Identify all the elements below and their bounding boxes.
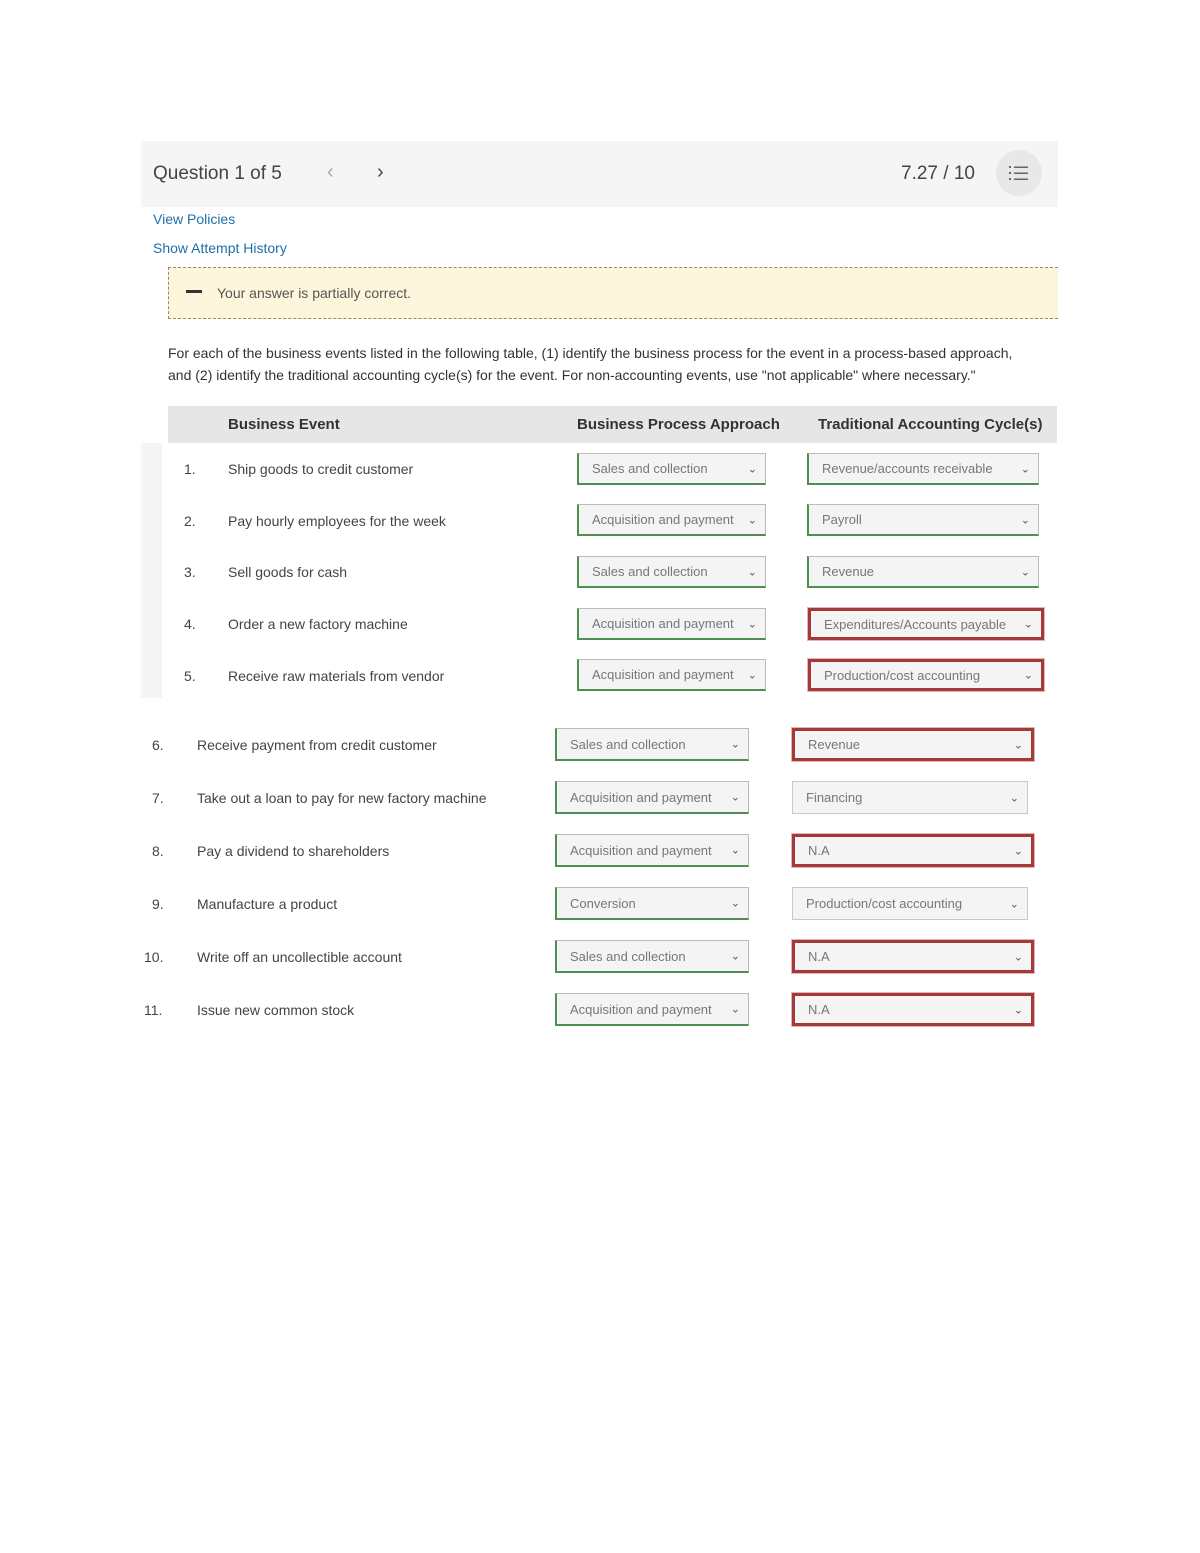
business-event: Issue new common stock	[197, 1002, 355, 1018]
process-value: Sales and collection	[570, 948, 686, 964]
instructions-line-2: and (2) identify the traditional accounting cycle(s) for the event. For non-accounting events, use "not applicable" where necessary."	[168, 367, 976, 383]
chevron-down-icon: ⌄	[730, 791, 740, 804]
chevron-down-icon: ⌄	[747, 514, 757, 526]
feedback-message: Your answer is partially correct.	[217, 285, 412, 301]
cycle-select[interactable]	[807, 453, 1039, 485]
chevron-down-icon: ⌄	[1013, 1004, 1023, 1016]
row-number: 1.	[184, 461, 196, 477]
row-number: 9.	[152, 896, 164, 912]
business-event: Pay a dividend to shareholders	[197, 843, 390, 859]
chevron-down-icon: ⌄	[747, 463, 757, 475]
cycle-select[interactable]	[807, 504, 1039, 536]
cycle-select[interactable]	[792, 834, 1034, 867]
cycle-value: Revenue	[808, 737, 861, 752]
feedback-banner	[168, 267, 1058, 319]
instructions	[168, 342, 1058, 386]
cycle-select[interactable]	[792, 728, 1034, 761]
process-value: Acquisition and payment	[592, 616, 734, 631]
chevron-down-icon: ⌄	[730, 1003, 740, 1016]
cycle-select[interactable]	[792, 993, 1034, 1026]
process-value: Sales and collection	[592, 564, 708, 579]
chevron-down-icon: ⌄	[1013, 845, 1023, 857]
process-value: Conversion	[570, 895, 636, 911]
chevron-right-icon[interactable]: ›	[377, 161, 384, 183]
cycle-value: Financing	[806, 790, 863, 805]
process-value: Acquisition and payment	[592, 512, 734, 527]
row-number: 2.	[184, 513, 196, 529]
business-event: Write off an uncollectible account	[197, 949, 402, 965]
cycle-value: Revenue	[822, 564, 875, 579]
panel-edge	[141, 443, 162, 698]
business-event: Manufacture a product	[197, 896, 338, 912]
question-label: Question 1 of 5	[153, 163, 282, 184]
chevron-down-icon: ⌄	[730, 950, 740, 963]
view-policies-link[interactable]: View Policies	[153, 211, 236, 227]
process-select[interactable]	[555, 940, 749, 973]
process-select[interactable]	[555, 781, 749, 814]
chevron-down-icon: ⌄	[730, 738, 740, 751]
cycle-select[interactable]	[792, 940, 1034, 973]
row-number: 11.	[144, 1002, 163, 1018]
chevron-down-icon: ⌄	[1009, 792, 1019, 804]
minus-icon	[186, 290, 202, 293]
row-number: 5.	[184, 668, 196, 684]
cycle-select[interactable]	[792, 781, 1028, 814]
process-select[interactable]	[555, 993, 749, 1026]
chevron-down-icon: ⌄	[1020, 463, 1030, 475]
business-event: Take out a loan to pay for new factory machine	[197, 790, 487, 806]
row-number: 8.	[152, 843, 164, 859]
header-business-process: Business Process Approach	[577, 416, 780, 433]
process-select[interactable]	[577, 608, 766, 640]
business-event: Sell goods for cash	[228, 564, 348, 580]
process-select[interactable]	[577, 556, 766, 588]
chevron-down-icon: ⌄	[747, 669, 757, 681]
business-event: Receive payment from credit customer	[197, 737, 437, 753]
process-select[interactable]	[577, 453, 766, 485]
process-select[interactable]	[555, 834, 749, 867]
chevron-down-icon: ⌄	[1020, 514, 1030, 526]
process-value: Sales and collection	[570, 736, 686, 752]
instructions-line-1: For each of the business events listed in the following table, (1) identify the business process for the event in a process-based approach,	[168, 345, 1013, 361]
numbered-list-icon	[1009, 165, 1029, 181]
process-value: Acquisition and payment	[570, 1001, 712, 1017]
cycle-value: Revenue/accounts receivable	[822, 461, 993, 476]
chevron-down-icon: ⌄	[1023, 618, 1033, 631]
score-display: 7.27 / 10	[901, 163, 975, 184]
chevron-down-icon: ⌄	[730, 844, 740, 857]
business-event: Receive raw materials from vendor	[228, 668, 445, 684]
cycle-select[interactable]	[807, 556, 1039, 588]
row-number: 6.	[152, 737, 164, 753]
chevron-down-icon: ⌄	[747, 618, 757, 630]
chevron-down-icon: ⌄	[1023, 669, 1033, 682]
process-value: Sales and collection	[592, 461, 708, 476]
chevron-down-icon: ⌄	[1009, 898, 1019, 910]
chevron-left-icon[interactable]: ‹	[327, 161, 334, 183]
process-value: Acquisition and payment	[570, 789, 712, 805]
chevron-down-icon: ⌄	[747, 566, 757, 578]
cycle-value: Production/cost accounting	[824, 667, 981, 683]
show-attempt-history-link[interactable]: Show Attempt History	[153, 240, 287, 256]
process-select[interactable]	[577, 504, 766, 536]
process-value: Acquisition and payment	[592, 667, 734, 682]
process-value: Acquisition and payment	[570, 842, 712, 858]
question-list-button[interactable]	[996, 150, 1042, 196]
process-select[interactable]	[555, 728, 749, 761]
header-accounting-cycle: Traditional Accounting Cycle(s)	[818, 416, 1043, 433]
chevron-down-icon: ⌄	[1020, 566, 1030, 578]
row-number: 4.	[184, 616, 196, 632]
process-select[interactable]	[555, 887, 749, 920]
cycle-value: N.A	[808, 949, 830, 964]
chevron-down-icon: ⌄	[730, 897, 740, 910]
cycle-value: N.A	[808, 1002, 830, 1017]
cycle-select[interactable]	[808, 608, 1044, 640]
table-header	[168, 406, 1057, 443]
question-header	[141, 141, 1058, 207]
business-event: Pay hourly employees for the week	[228, 513, 446, 529]
cycle-select[interactable]	[808, 659, 1044, 691]
cycle-value: N.A	[808, 843, 830, 858]
header-business-event: Business Event	[228, 416, 340, 433]
chevron-down-icon: ⌄	[1013, 739, 1023, 751]
chevron-down-icon: ⌄	[1013, 951, 1023, 963]
business-event: Order a new factory machine	[228, 616, 408, 632]
process-select[interactable]	[577, 659, 766, 691]
row-number: 3.	[184, 564, 196, 580]
cycle-value: Production/cost accounting	[806, 896, 963, 911]
cycle-value: Expenditures/Accounts payable	[824, 616, 1007, 632]
cycle-value: Payroll	[822, 512, 862, 527]
cycle-select[interactable]	[792, 887, 1028, 920]
row-number: 7.	[152, 790, 164, 806]
row-number: 10.	[144, 949, 164, 965]
business-event: Ship goods to credit customer	[228, 461, 414, 477]
